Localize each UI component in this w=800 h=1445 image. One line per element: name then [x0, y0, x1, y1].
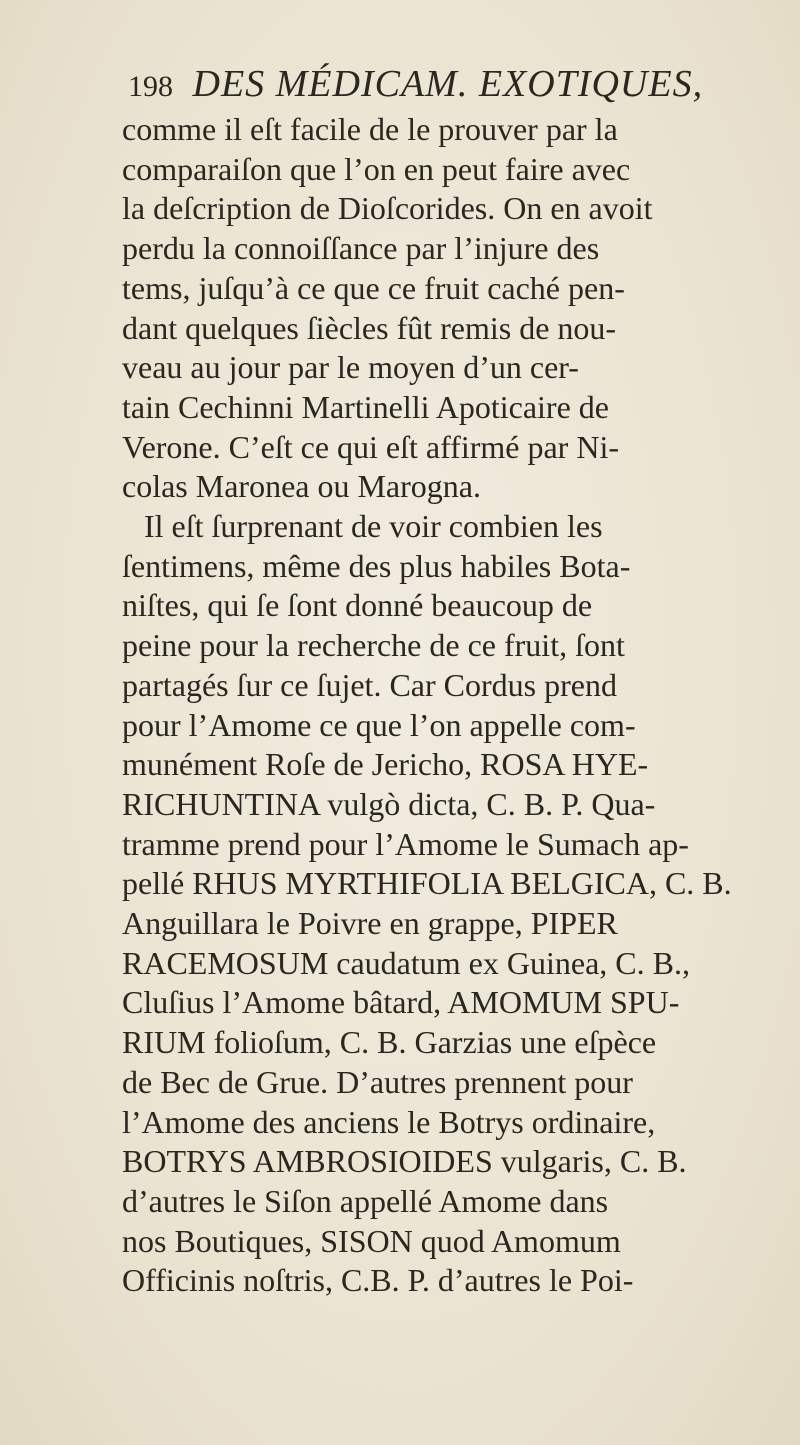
text-line: munément Roſe de Jericho, ROSA HYE-	[122, 746, 649, 783]
text-line: d’autres le Siſon appellé Amome dans	[122, 1182, 609, 1219]
text-line: RIUM folioſum, C. B. Garzias une eſpèce	[122, 1024, 657, 1061]
text-line: BOTRYS AMBROSIOIDES vulgaris, C. B.	[122, 1143, 687, 1180]
text-line: colas Maronea ou Marogna.	[122, 468, 481, 505]
text-line: comme il eſt facile de le prouver par la	[122, 111, 618, 147]
text-line: de Bec de Grue. D’autres prennent pour	[122, 1063, 633, 1100]
text-line: l’Amome des anciens le Botrys ordinaire,	[122, 1103, 656, 1140]
text-line: Il eſt ſurprenant de voir combien les	[144, 508, 603, 545]
text-line: tain Cechinni Martinelli Apoticaire de	[122, 388, 609, 425]
text-line: Officinis noſtris, C.B. P. d’autres le Poi-	[122, 1262, 634, 1299]
text-line: peine pour la recherche de ce fruit, ſont	[122, 627, 625, 664]
body-text	[122, 110, 788, 1301]
text-line: Anguillara le Poivre en grappe, PIPER	[122, 905, 618, 942]
text-line: Verone. C’eſt ce qui eſt affirmé par Ni-	[122, 428, 619, 465]
text-line: RACEMOSUM caudatum ex Guinea, C. B.,	[122, 944, 690, 981]
text-line: ſentimens, même des plus habiles Bota-	[122, 547, 631, 584]
text-line: partagés ſur ce ſujet. Car Cordus prend	[122, 666, 617, 703]
text-line: veau au jour par le moyen d’un cer-	[122, 349, 579, 386]
text-line: nos Boutiques, SISON quod Amomum	[122, 1222, 621, 1259]
text-line: pour l’Amome ce que l’on appelle com-	[122, 706, 636, 743]
text-line: tramme prend pour l’Amome le Sumach ap-	[122, 825, 689, 862]
running-header	[128, 60, 703, 111]
text-line: comparaiſon que l’on en peut faire avec	[122, 150, 631, 187]
page-number: 198	[128, 70, 173, 103]
running-title: DES MÉDICAM. EXOTIQUES,	[192, 63, 704, 105]
text-line: Cluſius l’Amome bâtard, AMOMUM SPU-	[122, 984, 680, 1021]
text-line: tems, juſqu’à ce que ce fruit caché pen-	[122, 269, 625, 306]
text-line: RICHUNTINA vulgò dicta, C. B. P. Qua-	[122, 785, 656, 822]
text-line: dant quelques ſiècles fût remis de nou-	[122, 309, 617, 346]
text-line: perdu la connoiſſance par l’injure des	[122, 230, 600, 267]
text-line: la deſcription de Dioſcorides. On en avoit	[122, 190, 653, 227]
text-line: pellé RHUS MYRTHIFOLIA BELGICA, C. B.	[122, 865, 732, 902]
text-line: niſtes, qui ſe ſont donné beaucoup de	[122, 587, 593, 624]
